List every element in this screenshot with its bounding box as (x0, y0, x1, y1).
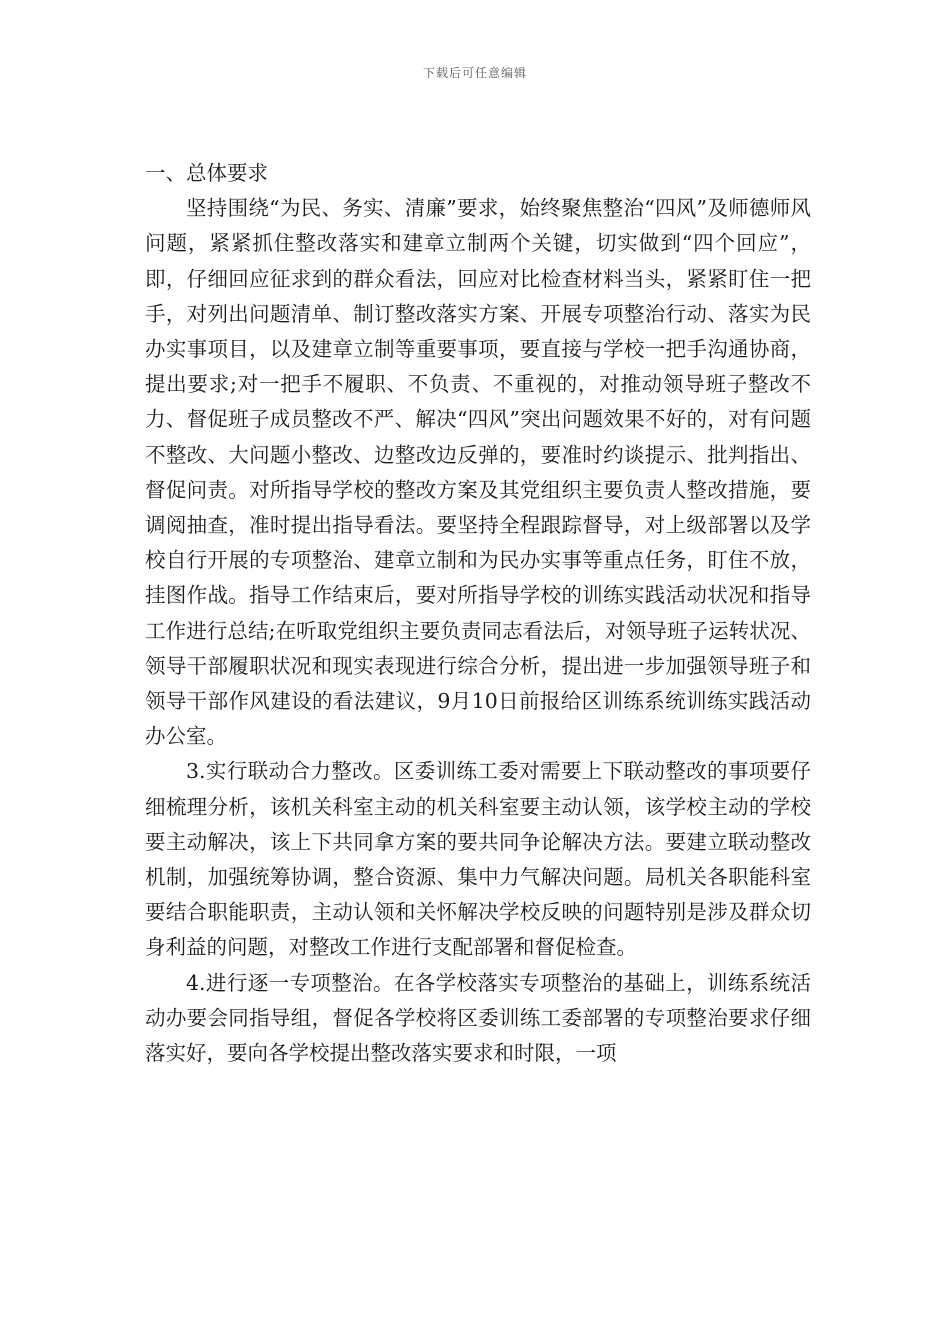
section-heading: 一、总体要求 (145, 161, 268, 185)
document-body (145, 156, 811, 1071)
page-header-note: 下载后可任意编辑 (422, 66, 527, 80)
paragraph-special-remediation: 4.进行逐一专项整治。在各学校落实专项整治的基础上，训练系统活动办要会同指导组，督促各学校将区委训练工委部署的专项整治要求仔细落实好，要向各学校提出整改落实要求和时限，一项 (145, 970, 811, 1066)
paragraph-joint-rectification: 3.实行联动合力整改。区委训练工委对需要上下联动整改的事项要仔细梳理分析，该机关科室主动的机关科室要主动认领，该学校主动的学校要主动解决，该上下共同拿方案的要共同争论解决方法。要建立联动整改机制，加强统筹协调，整合资源、集中力气解决问题。局机关各职能科室要结合职能职责，主动认领和关怀解决学校反映的问题特别是涉及群众切身利益的问题，对整改工作进行支配部署和督促检查。 (145, 759, 811, 960)
paragraph-general-requirements: 坚持围绕“为民、务实、清廉”要求，始终聚焦整治“四风”及师德师风问题，紧紧抓住整改落实和建章立制两个关键，切实做到“四个回应”，即，仔细回应征求到的群众看法，回应对比检查材料当头，紧紧盯住一把手，对列出问题清单、制订整改落实方案、开展专项整治行动、落实为民办实事项目，以及建章立制等重要事项，要直接与学校一把手沟通协商，提出要求;对一把手不履职、不负责、不重视的，对推动领导班子整改不力、督促班子成员整改不严、解决“四风”突出问题效果不好的，对有问题不整改、大问题小整改、边整改边反弹的，要准时约谈提示、批判指出、督促问责。对所指导学校的整改方案及其党组织主要负责人整改措施，要调阅抽查，准时提出指导看法。要坚持全程跟踪督导，对上级部署以及学校自行开展的专项整治、建章立制和为民办实事等重点任务，盯住不放，挂图作战。指导工作结束后，要对所指导学校的训练实践活动状况和指导工作进行总结;在听取党组织主要负责同志看法后，对领导班子运转状况、领导干部履职状况和现实表现进行综合分析，提出进一步加强领导班子和领导干部作风建设的看法建议，9月10日前报给区训练系统训练实践活动办公室。 (145, 196, 811, 749)
